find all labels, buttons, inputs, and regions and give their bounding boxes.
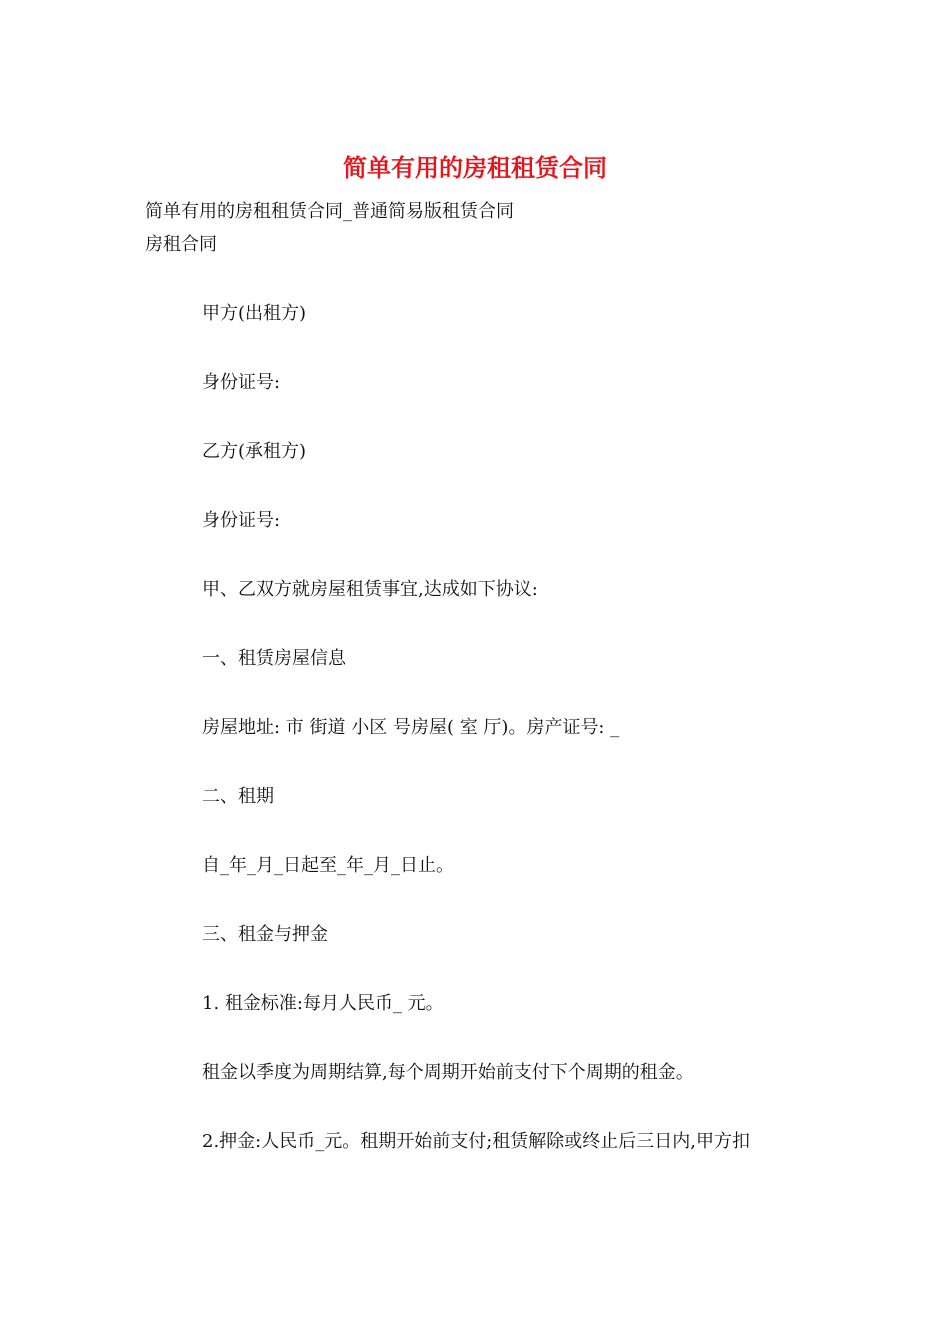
document-name: 房租合同: [145, 234, 217, 255]
paragraph-deposit: 2.押金:人民币_元。租期开始前支付;租赁解除或终止后三日内,甲方扣: [202, 1131, 751, 1152]
paragraph-rent-settlement: 租金以季度为周期结算,每个周期开始前支付下个周期的租金。: [202, 1062, 694, 1083]
paragraph-lease-dates: 自_年_月_日起至_年_月_日止。: [202, 855, 454, 876]
paragraph-party-b-id: 身份证号:: [202, 510, 281, 531]
document-title: 简单有用的房租租赁合同: [343, 153, 607, 182]
paragraph-agreement-intro: 甲、乙双方就房屋租赁事宜,达成如下协议:: [202, 579, 538, 600]
section-heading-lease-term: 二、租期: [202, 786, 274, 807]
document-subtitle: 简单有用的房租租赁合同_普通简易版租赁合同: [145, 201, 514, 222]
section-heading-rent-deposit: 三、租金与押金: [202, 924, 328, 945]
section-heading-house-info: 一、租赁房屋信息: [202, 648, 346, 669]
paragraph-house-address: 房屋地址: 市 街道 小区 号房屋( 室 厅)。房产证号: _: [202, 717, 620, 738]
paragraph-rent-standard: 1. 租金标准:每月人民币_ 元。: [202, 993, 444, 1014]
paragraph-party-a-id: 身份证号:: [202, 372, 281, 393]
paragraph-party-a: 甲方(出租方): [202, 303, 307, 324]
paragraph-party-b: 乙方(承租方): [202, 441, 307, 462]
